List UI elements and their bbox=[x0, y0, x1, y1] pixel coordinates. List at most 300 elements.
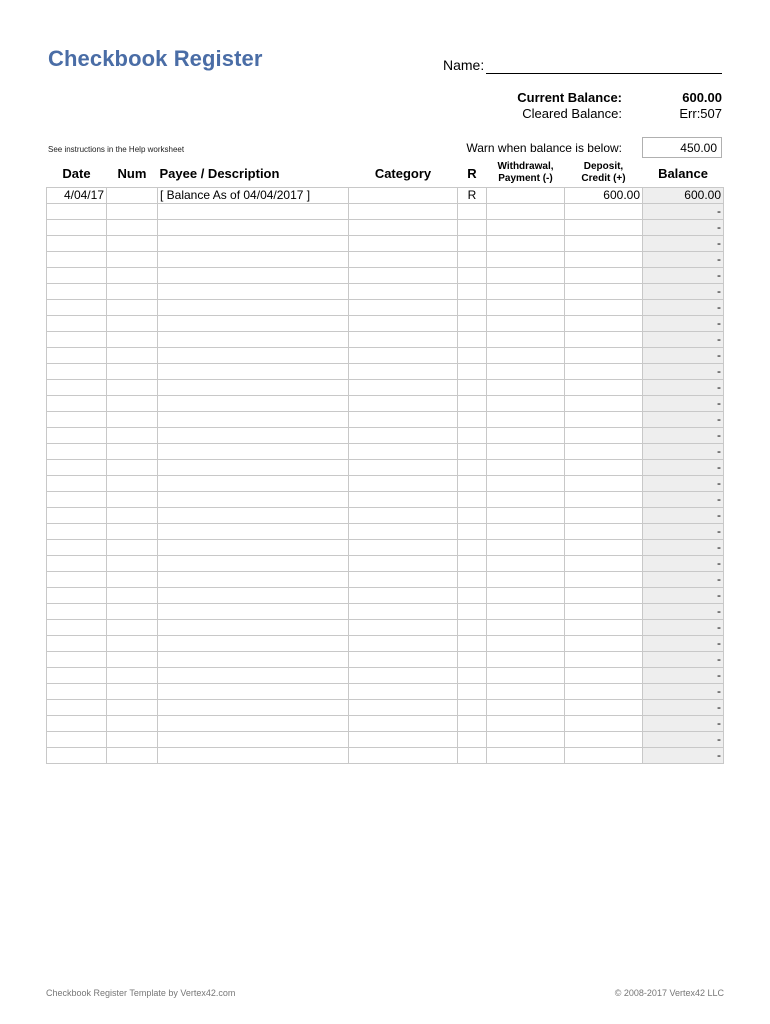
cell-withdrawal[interactable] bbox=[487, 652, 565, 668]
cell-category[interactable] bbox=[349, 732, 458, 748]
cell-withdrawal[interactable] bbox=[487, 380, 565, 396]
cell-withdrawal[interactable] bbox=[487, 204, 565, 220]
cell-num[interactable] bbox=[107, 716, 158, 732]
cell-payee[interactable] bbox=[158, 444, 349, 460]
cell-payee[interactable] bbox=[158, 380, 349, 396]
cell-payee[interactable] bbox=[158, 700, 349, 716]
cell-reconciled[interactable] bbox=[458, 684, 487, 700]
cell-withdrawal[interactable] bbox=[487, 412, 565, 428]
cell-num[interactable] bbox=[107, 652, 158, 668]
cell-payee[interactable] bbox=[158, 252, 349, 268]
cell-reconciled[interactable] bbox=[458, 588, 487, 604]
cell-deposit[interactable] bbox=[565, 620, 643, 636]
cell-reconciled[interactable] bbox=[458, 460, 487, 476]
cell-payee[interactable] bbox=[158, 348, 349, 364]
cell-category[interactable] bbox=[349, 284, 458, 300]
cell-withdrawal[interactable] bbox=[487, 444, 565, 460]
cell-deposit[interactable] bbox=[565, 524, 643, 540]
cell-deposit[interactable] bbox=[565, 396, 643, 412]
cell-category[interactable] bbox=[349, 220, 458, 236]
cell-withdrawal[interactable] bbox=[487, 236, 565, 252]
cell-date[interactable] bbox=[47, 396, 107, 412]
cell-withdrawal[interactable] bbox=[487, 508, 565, 524]
cell-num[interactable] bbox=[107, 572, 158, 588]
cell-payee[interactable] bbox=[158, 540, 349, 556]
cell-category[interactable] bbox=[349, 380, 458, 396]
cell-category[interactable] bbox=[349, 396, 458, 412]
cell-payee[interactable] bbox=[158, 748, 349, 764]
cell-reconciled[interactable] bbox=[458, 492, 487, 508]
table-row bbox=[47, 668, 724, 684]
cell-deposit[interactable] bbox=[565, 268, 643, 284]
cell-date[interactable] bbox=[47, 348, 107, 364]
cell-reconciled[interactable] bbox=[458, 604, 487, 620]
cell-deposit[interactable] bbox=[565, 508, 643, 524]
cleared-balance-label: Cleared Balance: bbox=[522, 106, 622, 121]
cell-date[interactable] bbox=[47, 700, 107, 716]
cell-category[interactable] bbox=[349, 508, 458, 524]
cell-num[interactable] bbox=[107, 700, 158, 716]
table-row bbox=[47, 556, 724, 572]
cell-num[interactable] bbox=[107, 316, 158, 332]
cell-withdrawal[interactable] bbox=[487, 476, 565, 492]
cell-category[interactable] bbox=[349, 572, 458, 588]
col-deposit-line1: Deposit, bbox=[583, 161, 624, 172]
cell-date[interactable] bbox=[47, 476, 107, 492]
cell-reconciled[interactable] bbox=[458, 396, 487, 412]
cell-deposit[interactable] bbox=[565, 428, 643, 444]
cell-num[interactable] bbox=[107, 332, 158, 348]
table-row bbox=[47, 364, 724, 380]
cell-withdrawal[interactable] bbox=[487, 396, 565, 412]
cell-num[interactable] bbox=[107, 188, 158, 204]
cell-date[interactable] bbox=[47, 444, 107, 460]
cell-num[interactable] bbox=[107, 396, 158, 412]
cell-balance: - bbox=[643, 588, 724, 604]
cell-withdrawal[interactable] bbox=[487, 700, 565, 716]
cell-withdrawal[interactable] bbox=[487, 684, 565, 700]
cell-category[interactable] bbox=[349, 412, 458, 428]
cell-withdrawal[interactable] bbox=[487, 316, 565, 332]
cell-withdrawal[interactable] bbox=[487, 540, 565, 556]
cell-deposit[interactable] bbox=[565, 636, 643, 652]
cell-reconciled[interactable] bbox=[458, 332, 487, 348]
cell-reconciled[interactable] bbox=[458, 348, 487, 364]
cell-category[interactable] bbox=[349, 364, 458, 380]
cell-date[interactable] bbox=[47, 332, 107, 348]
cell-reconciled[interactable] bbox=[458, 636, 487, 652]
cell-reconciled[interactable] bbox=[458, 316, 487, 332]
cell-payee[interactable] bbox=[158, 316, 349, 332]
table-row bbox=[47, 700, 724, 716]
cell-payee[interactable] bbox=[158, 556, 349, 572]
cell-withdrawal[interactable] bbox=[487, 188, 565, 204]
cell-withdrawal[interactable] bbox=[487, 620, 565, 636]
cell-date[interactable] bbox=[47, 588, 107, 604]
cell-deposit[interactable] bbox=[565, 476, 643, 492]
name-field[interactable] bbox=[486, 59, 722, 74]
cell-deposit[interactable] bbox=[565, 252, 643, 268]
cell-withdrawal[interactable] bbox=[487, 716, 565, 732]
cell-date[interactable] bbox=[47, 540, 107, 556]
cell-category[interactable] bbox=[349, 716, 458, 732]
cell-category[interactable] bbox=[349, 476, 458, 492]
current-balance-value: 600.00 bbox=[682, 90, 722, 105]
cell-deposit[interactable] bbox=[565, 684, 643, 700]
cell-reconciled[interactable] bbox=[458, 668, 487, 684]
cell-withdrawal[interactable] bbox=[487, 524, 565, 540]
cell-deposit[interactable] bbox=[565, 572, 643, 588]
cell-payee[interactable] bbox=[158, 364, 349, 380]
cell-date[interactable] bbox=[47, 428, 107, 444]
cell-balance: - bbox=[643, 348, 724, 364]
cell-withdrawal[interactable] bbox=[487, 732, 565, 748]
cell-category[interactable] bbox=[349, 268, 458, 284]
cell-date[interactable] bbox=[47, 316, 107, 332]
cell-num[interactable] bbox=[107, 284, 158, 300]
cell-balance: - bbox=[643, 428, 724, 444]
table-row bbox=[47, 572, 724, 588]
cell-balance: - bbox=[643, 444, 724, 460]
cell-deposit[interactable] bbox=[565, 716, 643, 732]
cell-date[interactable]: 4/04/17 bbox=[47, 188, 107, 204]
cell-balance: - bbox=[643, 204, 724, 220]
cell-payee[interactable] bbox=[158, 572, 349, 588]
col-num: Num bbox=[117, 165, 147, 181]
cell-withdrawal[interactable] bbox=[487, 668, 565, 684]
cell-category[interactable] bbox=[349, 460, 458, 476]
table-row bbox=[47, 236, 724, 252]
table-row bbox=[47, 636, 724, 652]
cell-payee[interactable] bbox=[158, 300, 349, 316]
cell-balance: - bbox=[643, 524, 724, 540]
cell-deposit[interactable] bbox=[565, 316, 643, 332]
cell-num[interactable] bbox=[107, 588, 158, 604]
cell-deposit[interactable] bbox=[565, 540, 643, 556]
cell-reconciled[interactable] bbox=[458, 476, 487, 492]
cell-category[interactable] bbox=[349, 444, 458, 460]
cell-date[interactable] bbox=[47, 508, 107, 524]
cell-reconciled[interactable] bbox=[458, 508, 487, 524]
cell-category[interactable] bbox=[349, 620, 458, 636]
col-withdrawal bbox=[487, 159, 565, 188]
cell-reconciled[interactable] bbox=[458, 268, 487, 284]
cell-withdrawal[interactable] bbox=[487, 268, 565, 284]
cell-payee[interactable] bbox=[158, 268, 349, 284]
cell-withdrawal[interactable] bbox=[487, 220, 565, 236]
table-row bbox=[47, 540, 724, 556]
cell-payee[interactable] bbox=[158, 492, 349, 508]
cell-date[interactable] bbox=[47, 492, 107, 508]
cell-num[interactable] bbox=[107, 524, 158, 540]
cell-reconciled[interactable] bbox=[458, 732, 487, 748]
cell-deposit[interactable] bbox=[565, 492, 643, 508]
cell-payee[interactable] bbox=[158, 684, 349, 700]
cell-reconciled[interactable] bbox=[458, 236, 487, 252]
cell-reconciled[interactable] bbox=[458, 380, 487, 396]
cell-balance: - bbox=[643, 556, 724, 572]
table-row bbox=[47, 348, 724, 364]
cell-deposit[interactable] bbox=[565, 588, 643, 604]
col-deposit-line2: Credit (+) bbox=[581, 173, 626, 184]
cell-date[interactable] bbox=[47, 220, 107, 236]
cell-deposit[interactable] bbox=[565, 604, 643, 620]
cell-category[interactable] bbox=[349, 428, 458, 444]
cell-reconciled[interactable] bbox=[458, 572, 487, 588]
cell-payee[interactable] bbox=[158, 412, 349, 428]
cell-date[interactable] bbox=[47, 620, 107, 636]
cell-reconciled[interactable] bbox=[458, 252, 487, 268]
cell-num[interactable] bbox=[107, 620, 158, 636]
table-row bbox=[47, 332, 724, 348]
cell-deposit[interactable] bbox=[565, 700, 643, 716]
cell-payee[interactable] bbox=[158, 652, 349, 668]
table-row bbox=[47, 380, 724, 396]
cell-withdrawal[interactable] bbox=[487, 252, 565, 268]
cell-payee[interactable] bbox=[158, 428, 349, 444]
cell-category[interactable] bbox=[349, 636, 458, 652]
cell-num[interactable] bbox=[107, 604, 158, 620]
cell-withdrawal[interactable] bbox=[487, 284, 565, 300]
cell-date[interactable] bbox=[47, 300, 107, 316]
cell-deposit[interactable] bbox=[565, 332, 643, 348]
cell-category[interactable] bbox=[349, 604, 458, 620]
cell-category[interactable] bbox=[349, 588, 458, 604]
cell-reconciled[interactable] bbox=[458, 716, 487, 732]
cell-reconciled[interactable]: R bbox=[458, 188, 487, 204]
cell-payee[interactable]: [ Balance As of 04/04/2017 ] bbox=[158, 188, 349, 204]
cell-deposit[interactable] bbox=[565, 236, 643, 252]
cell-payee[interactable] bbox=[158, 716, 349, 732]
cell-reconciled[interactable] bbox=[458, 428, 487, 444]
cell-date[interactable] bbox=[47, 380, 107, 396]
cell-num[interactable] bbox=[107, 348, 158, 364]
cell-reconciled[interactable] bbox=[458, 364, 487, 380]
table-row bbox=[47, 652, 724, 668]
cell-category[interactable] bbox=[349, 204, 458, 220]
cell-balance: - bbox=[643, 460, 724, 476]
col-reconciled: R bbox=[467, 165, 477, 181]
cell-deposit[interactable] bbox=[565, 652, 643, 668]
footer-copyright: © 2008-2017 Vertex42 LLC bbox=[614, 988, 724, 998]
cell-payee[interactable] bbox=[158, 332, 349, 348]
cell-withdrawal[interactable] bbox=[487, 460, 565, 476]
cell-category[interactable] bbox=[349, 540, 458, 556]
cell-reconciled[interactable] bbox=[458, 540, 487, 556]
cell-date[interactable] bbox=[47, 524, 107, 540]
cell-date[interactable] bbox=[47, 572, 107, 588]
cell-withdrawal[interactable] bbox=[487, 348, 565, 364]
cell-payee[interactable] bbox=[158, 524, 349, 540]
cell-category[interactable] bbox=[349, 748, 458, 764]
cell-balance: - bbox=[643, 604, 724, 620]
cell-payee[interactable] bbox=[158, 460, 349, 476]
cell-withdrawal[interactable] bbox=[487, 748, 565, 764]
cell-reconciled[interactable] bbox=[458, 700, 487, 716]
cell-reconciled[interactable] bbox=[458, 284, 487, 300]
cell-deposit[interactable] bbox=[565, 412, 643, 428]
cell-balance: 600.00 bbox=[643, 188, 724, 204]
cell-withdrawal[interactable] bbox=[487, 572, 565, 588]
cell-date[interactable] bbox=[47, 668, 107, 684]
table-row bbox=[47, 396, 724, 412]
cell-num[interactable] bbox=[107, 204, 158, 220]
cell-num[interactable] bbox=[107, 460, 158, 476]
cell-num[interactable] bbox=[107, 540, 158, 556]
cell-reconciled[interactable] bbox=[458, 620, 487, 636]
table-row bbox=[47, 412, 724, 428]
cell-deposit[interactable] bbox=[565, 348, 643, 364]
cell-category[interactable] bbox=[349, 524, 458, 540]
cell-category[interactable] bbox=[349, 492, 458, 508]
cell-payee[interactable] bbox=[158, 284, 349, 300]
cell-balance: - bbox=[643, 684, 724, 700]
cell-category[interactable] bbox=[349, 556, 458, 572]
cell-date[interactable] bbox=[47, 268, 107, 284]
cell-date[interactable] bbox=[47, 684, 107, 700]
cell-reconciled[interactable] bbox=[458, 204, 487, 220]
cell-num[interactable] bbox=[107, 732, 158, 748]
cell-category[interactable] bbox=[349, 684, 458, 700]
cell-num[interactable] bbox=[107, 508, 158, 524]
cell-deposit[interactable]: 600.00 bbox=[565, 188, 643, 204]
cell-num[interactable] bbox=[107, 476, 158, 492]
cell-num[interactable] bbox=[107, 252, 158, 268]
cell-date[interactable] bbox=[47, 716, 107, 732]
cell-category[interactable] bbox=[349, 652, 458, 668]
cell-deposit[interactable] bbox=[565, 380, 643, 396]
cell-withdrawal[interactable] bbox=[487, 364, 565, 380]
cell-deposit[interactable] bbox=[565, 444, 643, 460]
cell-category[interactable] bbox=[349, 188, 458, 204]
cell-num[interactable] bbox=[107, 300, 158, 316]
cell-withdrawal[interactable] bbox=[487, 636, 565, 652]
cell-num[interactable] bbox=[107, 220, 158, 236]
cell-deposit[interactable] bbox=[565, 220, 643, 236]
cell-date[interactable] bbox=[47, 604, 107, 620]
table-row bbox=[47, 588, 724, 604]
cell-num[interactable] bbox=[107, 380, 158, 396]
cell-date[interactable] bbox=[47, 460, 107, 476]
cell-payee[interactable] bbox=[158, 732, 349, 748]
cell-num[interactable] bbox=[107, 748, 158, 764]
cell-deposit[interactable] bbox=[565, 556, 643, 572]
cell-reconciled[interactable] bbox=[458, 300, 487, 316]
cell-num[interactable] bbox=[107, 684, 158, 700]
cell-category[interactable] bbox=[349, 348, 458, 364]
cell-category[interactable] bbox=[349, 316, 458, 332]
cell-payee[interactable] bbox=[158, 508, 349, 524]
cell-num[interactable] bbox=[107, 268, 158, 284]
cell-payee[interactable] bbox=[158, 636, 349, 652]
cell-payee[interactable] bbox=[158, 396, 349, 412]
cell-category[interactable] bbox=[349, 332, 458, 348]
cell-deposit[interactable] bbox=[565, 300, 643, 316]
cell-withdrawal[interactable] bbox=[487, 492, 565, 508]
table-row bbox=[47, 252, 724, 268]
cell-deposit[interactable] bbox=[565, 460, 643, 476]
table-row bbox=[47, 748, 724, 764]
cell-category[interactable] bbox=[349, 236, 458, 252]
cell-date[interactable] bbox=[47, 204, 107, 220]
table-row bbox=[47, 492, 724, 508]
cell-date[interactable] bbox=[47, 556, 107, 572]
cell-date[interactable] bbox=[47, 732, 107, 748]
cell-payee[interactable] bbox=[158, 220, 349, 236]
cell-date[interactable] bbox=[47, 652, 107, 668]
cell-num[interactable] bbox=[107, 636, 158, 652]
cell-payee[interactable] bbox=[158, 668, 349, 684]
col-date: Date bbox=[62, 165, 91, 181]
cell-num[interactable] bbox=[107, 492, 158, 508]
cell-date[interactable] bbox=[47, 236, 107, 252]
cell-payee[interactable] bbox=[158, 476, 349, 492]
cell-category[interactable] bbox=[349, 700, 458, 716]
cell-num[interactable] bbox=[107, 412, 158, 428]
cell-deposit[interactable] bbox=[565, 748, 643, 764]
cell-balance: - bbox=[643, 572, 724, 588]
cell-date[interactable] bbox=[47, 636, 107, 652]
cell-num[interactable] bbox=[107, 428, 158, 444]
cell-deposit[interactable] bbox=[565, 732, 643, 748]
cell-deposit[interactable] bbox=[565, 204, 643, 220]
cell-category[interactable] bbox=[349, 668, 458, 684]
cell-payee[interactable] bbox=[158, 620, 349, 636]
warn-threshold-input[interactable]: 450.00 bbox=[642, 137, 722, 158]
cell-date[interactable] bbox=[47, 412, 107, 428]
cell-date[interactable] bbox=[47, 252, 107, 268]
cell-reconciled[interactable] bbox=[458, 412, 487, 428]
cell-category[interactable] bbox=[349, 252, 458, 268]
cell-withdrawal[interactable] bbox=[487, 300, 565, 316]
cell-num[interactable] bbox=[107, 364, 158, 380]
cell-payee[interactable] bbox=[158, 204, 349, 220]
cell-reconciled[interactable] bbox=[458, 556, 487, 572]
table-row bbox=[47, 268, 724, 284]
cell-deposit[interactable] bbox=[565, 668, 643, 684]
cell-payee[interactable] bbox=[158, 236, 349, 252]
cell-date[interactable] bbox=[47, 748, 107, 764]
cell-num[interactable] bbox=[107, 556, 158, 572]
cell-date[interactable] bbox=[47, 364, 107, 380]
cell-category[interactable] bbox=[349, 300, 458, 316]
cell-balance: - bbox=[643, 380, 724, 396]
footer-credit: Checkbook Register Template by Vertex42.com bbox=[46, 988, 236, 998]
cell-withdrawal[interactable] bbox=[487, 428, 565, 444]
cell-reconciled[interactable] bbox=[458, 524, 487, 540]
table-row bbox=[47, 716, 724, 732]
cell-date[interactable] bbox=[47, 284, 107, 300]
cell-deposit[interactable] bbox=[565, 364, 643, 380]
cell-withdrawal[interactable] bbox=[487, 332, 565, 348]
table-row bbox=[47, 620, 724, 636]
cell-reconciled[interactable] bbox=[458, 220, 487, 236]
cell-withdrawal[interactable] bbox=[487, 588, 565, 604]
cell-num[interactable] bbox=[107, 668, 158, 684]
cell-deposit[interactable] bbox=[565, 284, 643, 300]
cell-reconciled[interactable] bbox=[458, 444, 487, 460]
cell-withdrawal[interactable] bbox=[487, 604, 565, 620]
cell-num[interactable] bbox=[107, 444, 158, 460]
cell-payee[interactable] bbox=[158, 604, 349, 620]
cell-reconciled[interactable] bbox=[458, 652, 487, 668]
cell-balance: - bbox=[643, 236, 724, 252]
cell-payee[interactable] bbox=[158, 588, 349, 604]
table-row bbox=[47, 508, 724, 524]
cell-withdrawal[interactable] bbox=[487, 556, 565, 572]
cell-reconciled[interactable] bbox=[458, 748, 487, 764]
cell-num[interactable] bbox=[107, 236, 158, 252]
